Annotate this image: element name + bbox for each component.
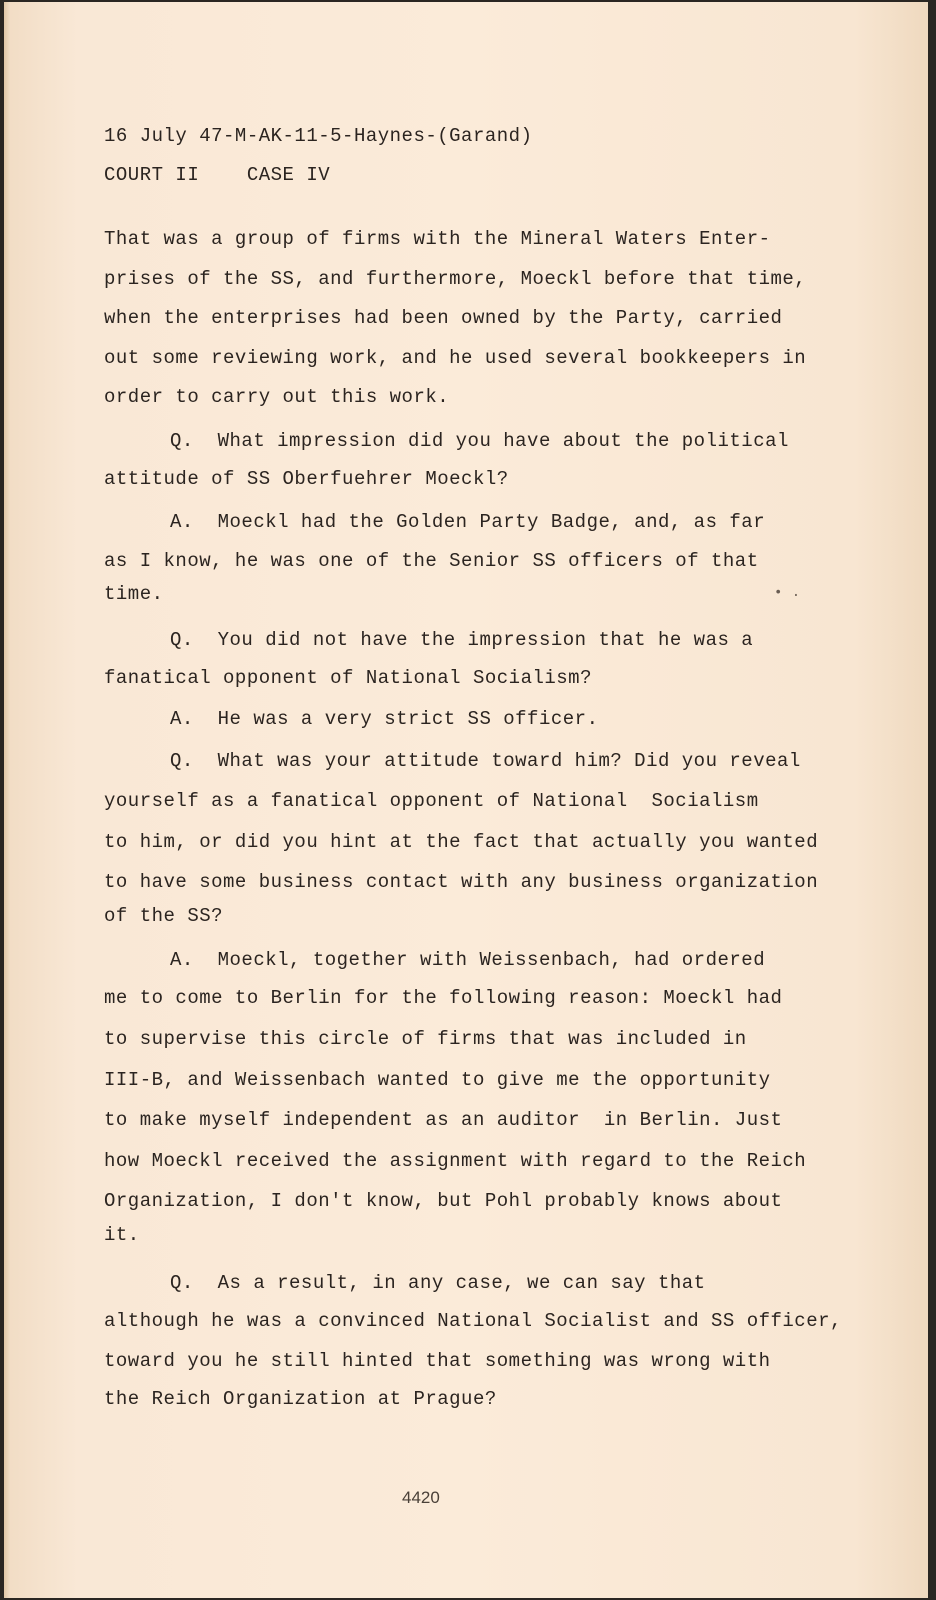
text-line: attitude of SS Oberfuehrer Moeckl? — [104, 468, 509, 490]
header-line-2: COURT II CASE IV — [104, 164, 331, 186]
question-line: Q. What impression did you have about the political — [170, 430, 789, 452]
text-line: fanatical opponent of National Socialism? — [104, 667, 592, 689]
text-line: to make myself independent as an auditor in Berlin. Just — [104, 1109, 783, 1131]
text-line: prises of the SS, and furthermore, Moeckl before that time, — [104, 268, 807, 290]
question-line: Q. You did not have the impression that he was a — [170, 629, 754, 651]
text-line: toward you he still hinted that something was wrong with — [104, 1350, 771, 1372]
text-line: it. — [104, 1224, 140, 1246]
text-line: the Reich Organization at Prague? — [104, 1388, 497, 1410]
document-page — [4, 2, 928, 1598]
question-line: Q. As a result, in any case, we can say that — [170, 1272, 706, 1294]
text-line: of the SS? — [104, 905, 224, 927]
page-number: 4420 — [402, 1488, 440, 1507]
text-line: how Moeckl received the assignment with regard to the Reich — [104, 1150, 807, 1172]
text-line: yourself as a fanatical opponent of National Socialism — [104, 790, 759, 812]
text-line: when the enterprises had been owned by the Party, carried — [104, 307, 783, 329]
header-line-1: 16 July 47-M-AK-11-5-Haynes-(Garand) — [104, 125, 533, 147]
text-line: That was a group of firms with the Mineral Waters Enter- — [104, 228, 771, 250]
text-line: out some reviewing work, and he used several bookkeepers in — [104, 347, 807, 369]
text-line: to him, or did you hint at the fact that actually you wanted — [104, 831, 819, 853]
text-line: as I know, he was one of the Senior SS officers of that — [104, 550, 759, 572]
answer-line: A. Moeckl, together with Weissenbach, had ordered — [170, 949, 766, 971]
text-line: Organization, I don't know, but Pohl probably knows about — [104, 1190, 783, 1212]
answer-line: A. Moeckl had the Golden Party Badge, and, as far — [170, 511, 766, 533]
question-line: Q. What was your attitude toward him? Did you reveal — [170, 750, 801, 772]
ink-smudge: • . — [774, 585, 801, 601]
text-line: me to come to Berlin for the following reason: Moeckl had — [104, 987, 783, 1009]
answer-line: A. He was a very strict SS officer. — [170, 708, 599, 730]
text-line: III-B, and Weissenbach wanted to give me the opportunity — [104, 1069, 771, 1091]
text-line: order to carry out this work. — [104, 386, 450, 408]
text-line: to supervise this circle of firms that was included in — [104, 1028, 747, 1050]
text-line: to have some business contact with any business organization — [104, 871, 819, 893]
text-line: although he was a convinced National Socialist and SS officer, — [104, 1310, 842, 1332]
text-line: time. — [104, 583, 164, 605]
